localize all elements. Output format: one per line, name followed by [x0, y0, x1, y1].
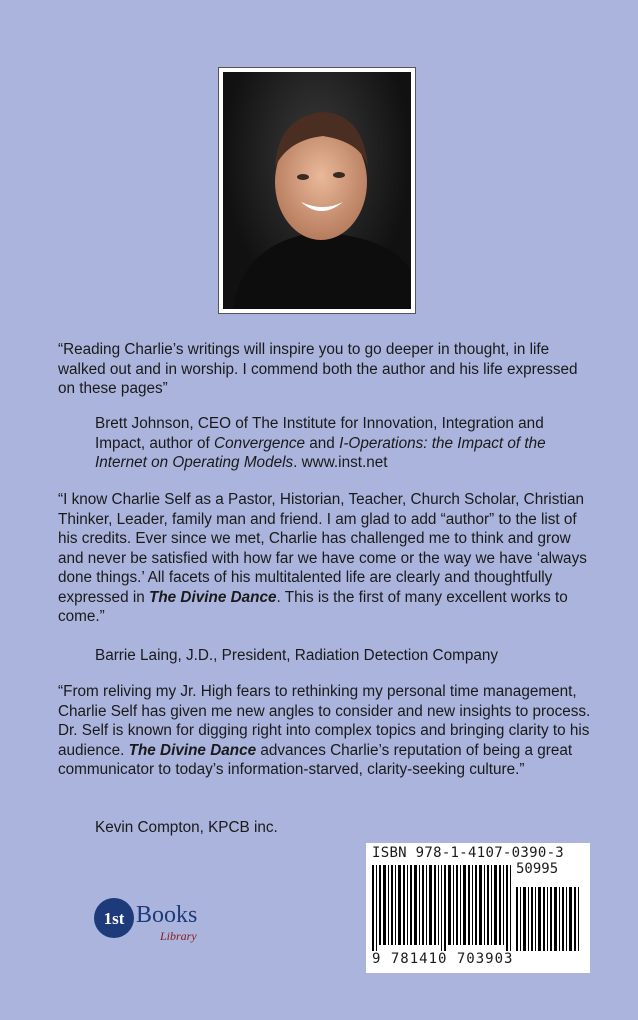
isbn-barcode	[366, 843, 590, 973]
logo-sub: Library	[160, 929, 197, 943]
barcode-bars	[372, 865, 584, 951]
author-photo	[219, 68, 415, 313]
quote-2-attribution: Barrie Laing, J.D., President, Radiation Detection Company	[95, 647, 499, 664]
author-portrait-illustration	[223, 72, 411, 309]
logo-word: Books	[136, 902, 198, 928]
quote-2: “I know Charlie Self as a Pastor, Historian, Teacher, Church Scholar, Christian Thinker, Leader, family man and friend. I am glad to add “author” to the list of his credits. Ever since we met, Charlie has challenged me to think and grow and never be satisfied with how far we have come or the way we have ‘always done things.’ All facets of his multitalented life are clearly and thoughtfully expressed in The Divine Dance. This is the first of many excellent works to come.”	[58, 491, 587, 625]
quote-3-attribution: Kevin Compton, KPCB inc.	[95, 819, 278, 836]
isbn-label: ISBN 978-1-4107-0390-3	[372, 845, 565, 861]
price-code: 50995	[516, 861, 559, 877]
quote-3: “From reliving my Jr. High fears to rethinking my personal time management, Charlie Self has given me new angles to consider and new insights to process. Dr. Self is known for digging right into complex topics and bringing clarity to his audience. The Divine Dance advances Charlie’s reputation of being a great communicator to today’s information-starved, clarity-seeking culture.”	[58, 683, 591, 778]
logo-num: 1st	[103, 909, 125, 928]
publisher-logo	[90, 890, 220, 950]
quote-1: “Reading Charlie’s writings will inspire you to go deeper in thought, in life walked out and in worship. I commend both the author and his life expressed on these pages”	[58, 341, 578, 397]
quote-1-attribution: Brett Johnson, CEO of The Institute for Innovation, Integration and Impact, author of Convergence and I-Operations: the Impact of the Internet on Operating Models. www.inst.net	[95, 415, 546, 471]
ean-number: 9 781410 703903	[372, 951, 514, 967]
